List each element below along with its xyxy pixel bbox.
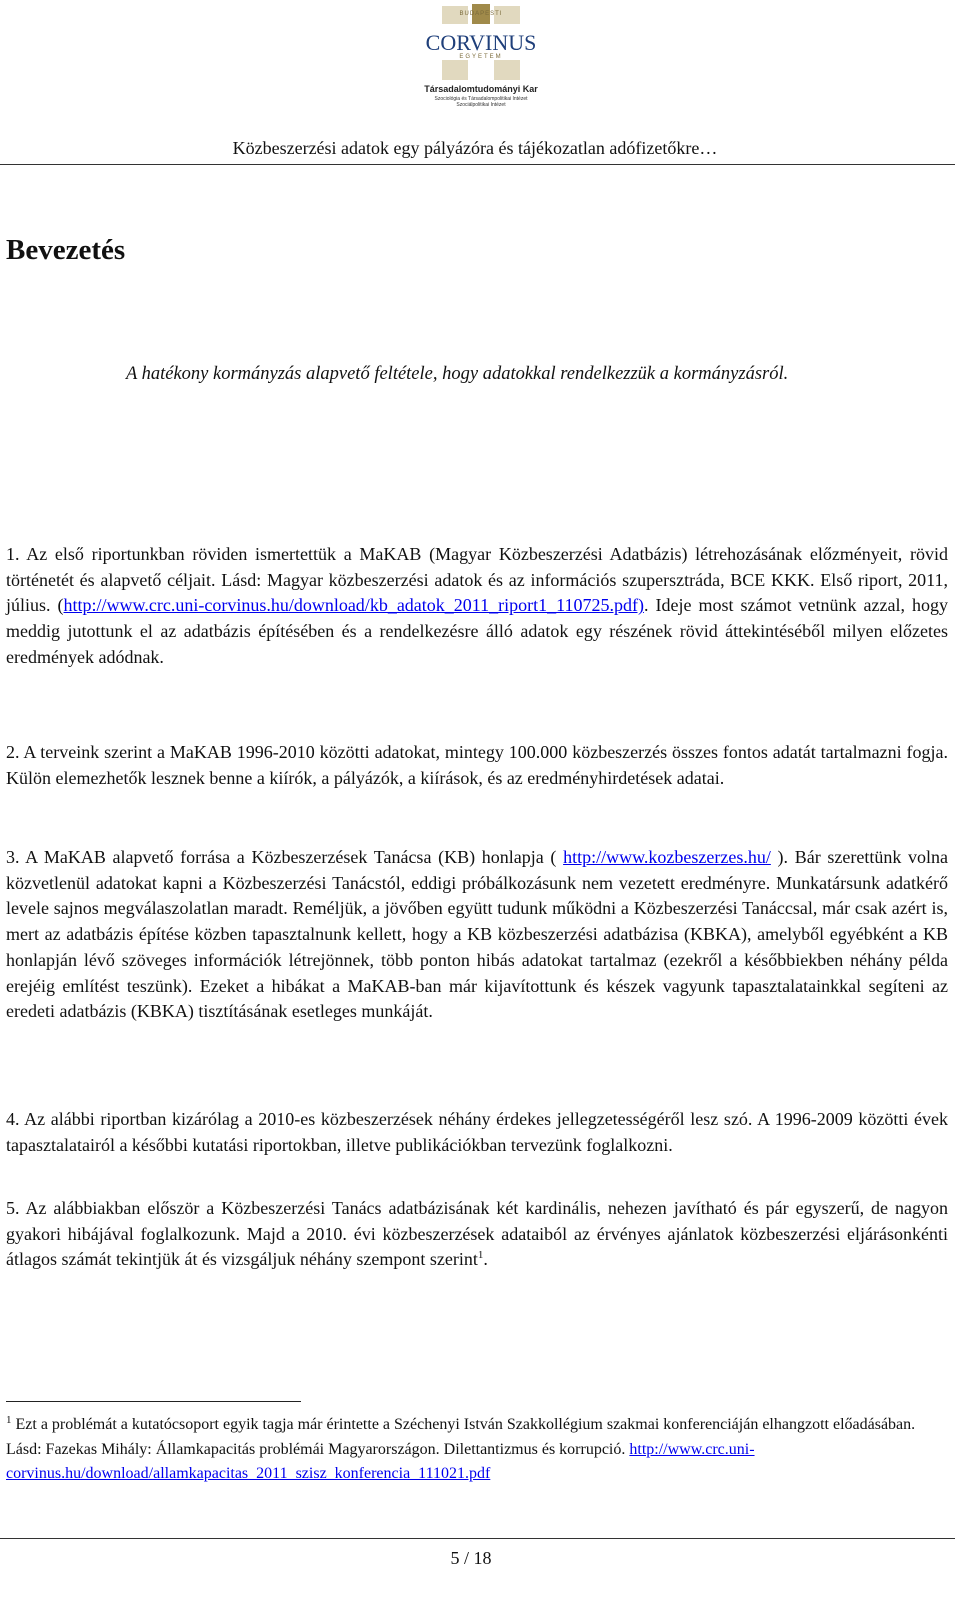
- paragraph-5: [6, 1196, 948, 1273]
- paragraph-3-text-end: ). Bár szerettünk volna közvetlenül adatokat kapni a Közbeszerzési Tanácstól, eddigi próbálkozásunk nem vezetett eredményre. Munkatársunk adatkérő levele sajnos megválaszolatlan maradt. Reméljük, a jövőben együtt tudunk működni a Közbeszerzési Tanáccsal, már csak azért is, mert az adatbázis építése közben tapasztalnunk kellett, hogy a KB közbeszerzési adatbázisa (KBKA), amelyből egyébként a KB honlapján lévő szöveges információk létrejönnek, több ponton hibás adatokat tartalmaz (ezekről a későbbiekben néhány példa erejéig említést teszünk). Ezeket a hibákat a MaKAB-ban már kijavítottunk és készek vagyunk tapasztalatainkkal segíteni az eredeti adatbázis (KBKA) tisztításának esetleges munkáját.: [6, 847, 948, 1022]
- logo-institute-2: Szociálpolitikai Intézet: [456, 102, 506, 108]
- paragraph-3: [6, 845, 948, 1025]
- logo-name: CORVINUS: [425, 30, 537, 55]
- paragraph-4: 4. Az alábbi riportban kizárólag a 2010-es közbeszerzések néhány érdekes jellegzetességéről lesz szó. A 1996-2009 közötti évek tapasztalatairól a későbbi kutatási riportokban, illetve publikációkban tervezünk foglalkozni.: [6, 1109, 948, 1155]
- footnote-link[interactable]: http://www.crc.uni-corvinus.hu/download/allamkapacitas_2011_szisz_konferencia_111021.pdf: [6, 1440, 755, 1482]
- header-divider: [0, 164, 955, 165]
- paragraph-5-end: .: [483, 1249, 488, 1270]
- motto-quote: A hatékony kormányzás alapvető feltétele, hogy adatokkal rendelkezzük a kormányzásról.: [126, 364, 789, 384]
- logo-faculty: Társadalomtudományi Kar: [424, 84, 538, 94]
- university-logo: [422, 4, 540, 108]
- kozbeszerzes-link[interactable]: http://www.kozbeszerzes.hu/: [563, 847, 771, 867]
- footnote-mark: 1: [6, 1413, 12, 1426]
- running-header: Közbeszerzési adatok egy pályázóra és tájékozatlan adófizetőkre…: [232, 138, 718, 158]
- logo-sub: EGYETEM: [459, 54, 503, 60]
- logo-institute-1: Szociológia és Társadalompolitikai Intézet: [434, 96, 528, 102]
- footnote-divider: [6, 1401, 301, 1402]
- footer-divider: [0, 1538, 955, 1539]
- footnote: [6, 1413, 948, 1487]
- footnote-text: Ezt a problémát a kutatócsoport egyik tagja már érintette a Széchenyi István Szakkollégium szakmai konferenciáján elhangzott előadásában. Lásd: Fazekas Mihály: Államkapacitás problémái Magyarországon. Dilettantizmus és korrupció.: [6, 1416, 916, 1458]
- footnote-reference[interactable]: 1: [477, 1249, 484, 1262]
- logo-top-text: BUDAPESTI: [459, 11, 503, 17]
- page-number: 5 / 18: [450, 1548, 492, 1568]
- paragraph-1: [6, 542, 948, 671]
- paragraph-1-text-end: . Ideje most számot vetnünk azzal, hogy meddig jutottunk el az adatbázis építésében és a rendelkezésre álló adatok egy részének rövid áttekintéséből milyen előzetes eredmények adódnak.: [6, 595, 948, 667]
- paragraph-3-text: 3. A MaKAB alapvető forrása a Közbeszerzések Tanácsa (KB) honlapja (: [6, 847, 564, 867]
- section-title: Bevezetés: [6, 234, 126, 266]
- paragraph-1-text: 1. Az első riportunkban röviden ismertettük a MaKAB (Magyar Közbeszerzési Adatbázis) létrehozásának előzményeit, rövid történetét és alapvető céljait. Lásd: Magyar közbeszerzési adatok és az információs szupersztráda, BCE KKK. Első riport, 2011, július. (: [6, 544, 948, 616]
- paragraph-2: 2. A terveink szerint a MaKAB 1996-2010 közötti adatokat, mintegy 100.000 közbeszerzés összes fontos adatát tartalmazni fogja. Külön elemezhetők lesznek benne a kiírók, a pályázók, a kiírások, és az eredményhirdetések adatai.: [6, 742, 948, 788]
- paragraph-5-text: 5. Az alábbiakban először a Közbeszerzési Tanács adatbázisának két kardinális, nehezen javítható és pár egyszerű, de nagyon gyakori hibájával foglalkozunk. Majd a 2010. évi közbeszerzések adataiból az érvényes ajánlatok közbeszerzési eljárásonkénti átlagos számát tekintjük át és vizsgáljuk néhány szempont szerint: [6, 1198, 948, 1270]
- report-1-link[interactable]: http://www.crc.uni-corvinus.hu/download/kb_adatok_2011_riport1_110725.pdf): [63, 595, 644, 616]
